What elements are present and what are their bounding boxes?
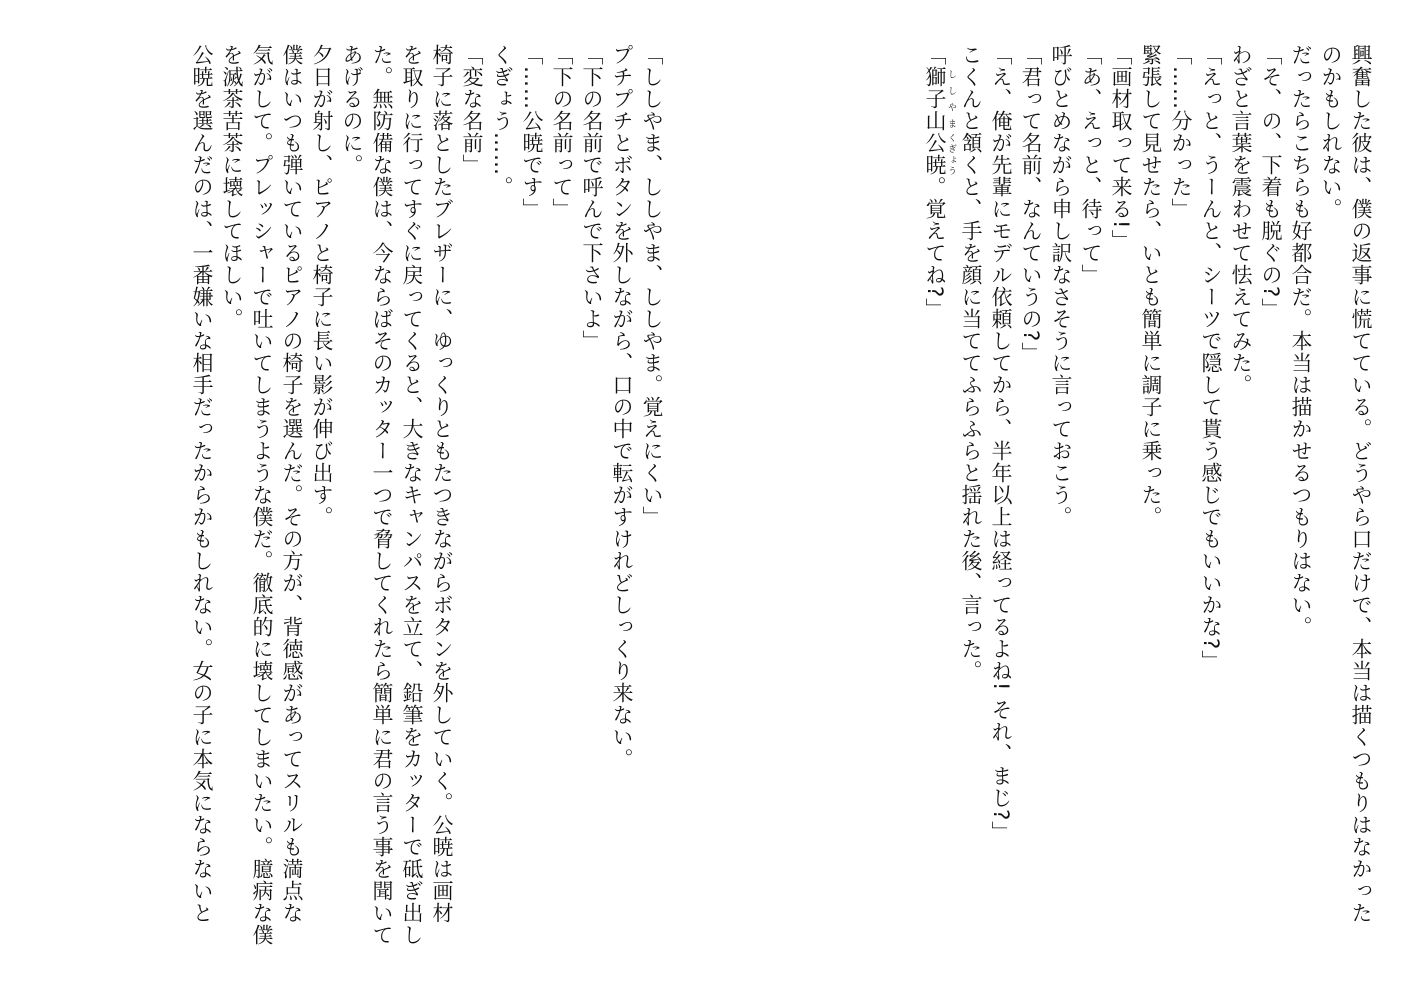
text-line: 「ししやま、ししやま、ししやま。覚えにくい」 [640,44,664,528]
ruby-open-bracket: 「 [923,44,947,66]
text-line: 興奮した彼は、僕の返事に慌てている。どうやら口だけで、本当は描くつもりはなかった [1349,44,1373,924]
text-line: た。無防備な僕は、今ならばそのカッター一つで脅してくれたら簡単に君の言う事を聞いて [370,44,394,946]
text-line: 「あ、えっと、待って」 [1079,44,1103,286]
ruby-line-rest: 。覚えてね?」 [923,176,947,321]
ruby-surname-reading: ししやま [946,66,956,132]
text-line: 「……公暁です」 [520,44,544,220]
text-line: 「……分かった」 [1169,44,1193,220]
text-line: を取りに行ってすぐに戻ってくると、大きなキャンパスを立て、鉛筆をカッターで砥ぎ出し [400,44,424,946]
text-line: わざと言葉を震わせて怯えてみた。 [1229,44,1253,396]
text-line: 呼びとめながら申し訳なさそうに言っておこう。 [1049,44,1073,528]
ruby-given-name-base: 公暁 [923,132,947,176]
text-line: こくんと頷くと、手を顔に当ててふらふらと揺れた後、言った。 [959,44,983,682]
right-page [707,0,1414,1000]
text-line: 夕日が射し、ピアノと椅子に長い影が伸び出す。 [310,44,334,528]
text-line: くぎょう……。 [490,44,514,198]
text-line: 椅子に落としたブレザーに、ゆっくりともたつきながらボタンを外していく。公暁は画材 [430,44,454,924]
text-line: 緊張して見せたら、いとも簡単に調子に乗った。 [1139,44,1163,528]
text-line: 「君って名前、なんていうの?」 [1019,44,1043,365]
ruby-given-name-reading: くぎょう [946,132,956,176]
text-line: 僕はいつも弾いているピアノの椅子を選んだ。その方が、背徳感があってスリルも満点な [280,44,304,924]
ruby-surname-base: 獅子山 [923,66,947,132]
text-line: 「下の名前で呼んで下さいよ」 [580,44,604,352]
text-line: あげるのに。 [340,44,364,176]
text-line: プチプチとボタンを外しながら、口の中で転がすけれどしっくり来ない。 [610,44,634,770]
text-line: 「下の名前って」 [550,44,574,220]
text-line: だったらこちらも好都合だ。本当は描かせるつもりはない。 [1289,44,1313,638]
text-line: 「え、俺が先輩にモデル依頼してから、半年以上は経ってるよね! それ、まじ?」 [989,44,1013,844]
ruby-surname [923,66,956,132]
text-line: 気がして。プレッシャーで吐いてしまうような僕だ。徹底的に壊してしまいたい。臆病な僕 [250,44,274,946]
right-page-text [920,44,1376,974]
text-line: 公暁を選んだのは、一番嫌いな相手だったからかもしれない。女の子に本気にならないと [190,44,214,924]
text-line: 「えっと、うーんと、シーツで隠して貰う感じでもいいかな?」 [1199,44,1223,673]
text-line: 「変な名前」 [460,44,484,176]
text-line-with-ruby [920,44,956,974]
text-line: を滅茶苦茶に壊してほしい。 [220,44,244,330]
left-page-text [187,44,667,974]
text-line: 「そ、の、下着も脱ぐの?」 [1259,44,1283,321]
text-line: のかもしれない。 [1319,44,1343,220]
text-line: 「画材取って来る!」 [1109,44,1133,252]
ruby-given-name [923,132,956,176]
